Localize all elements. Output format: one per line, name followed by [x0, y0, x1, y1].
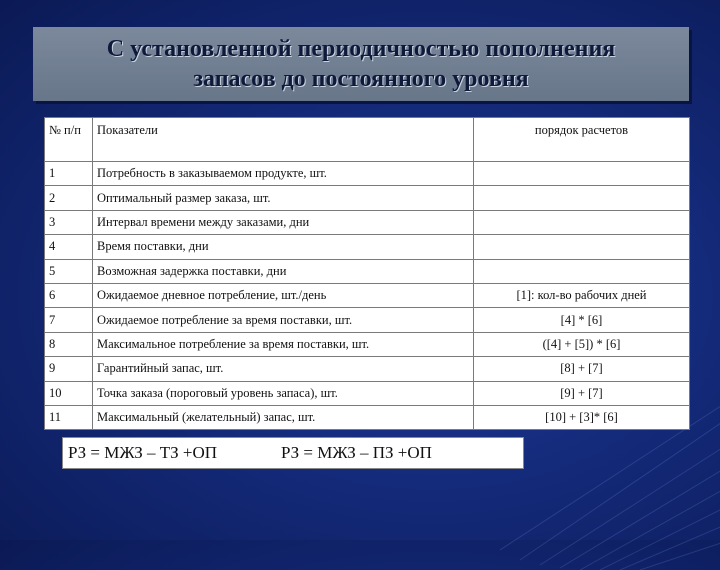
row-name: Потребность в заказываемом продукте, шт. [93, 162, 474, 186]
row-name: Возможная задержка поставки, дни [93, 259, 474, 283]
table-row [45, 405, 690, 429]
row-name: Оптимальный размер заказа, шт. [93, 186, 474, 210]
table-row [45, 259, 690, 283]
table-row [45, 357, 690, 381]
header-calc: порядок расчетов [474, 118, 690, 162]
row-name: Ожидаемое дневное потребление, шт./день [93, 283, 474, 307]
row-num: 3 [45, 210, 93, 234]
row-num: 9 [45, 357, 93, 381]
row-calc [474, 259, 690, 283]
row-num: 11 [45, 405, 93, 429]
row-name: Точка заказа (пороговый уровень запаса), шт. [93, 381, 474, 405]
row-calc: [4] * [6] [474, 308, 690, 332]
row-name: Время поставки, дни [93, 235, 474, 259]
table-row [45, 210, 690, 234]
row-calc [474, 186, 690, 210]
formula-box [62, 437, 524, 469]
row-num: 2 [45, 186, 93, 210]
table-row [45, 186, 690, 210]
table-header-row [45, 118, 690, 162]
row-name: Ожидаемое потребление за время поставки, шт. [93, 308, 474, 332]
indicators-table [44, 117, 690, 430]
table-row [45, 308, 690, 332]
row-name: Максимальный (желательный) запас, шт. [93, 405, 474, 429]
slide-title-line-2: запасов до постоянного уровня [193, 66, 529, 92]
row-name: Максимальное потребление за время поставки, шт. [93, 332, 474, 356]
row-calc: [10] + [3]* [6] [474, 405, 690, 429]
slide-title-line-1: С установленной периодичностью пополнения [106, 36, 616, 62]
formula-right: РЗ = МЖЗ – ПЗ +ОП [281, 443, 432, 462]
row-calc: [1]: кол-во рабочих дней [474, 283, 690, 307]
row-name: Интервал времени между заказами, дни [93, 210, 474, 234]
row-calc [474, 210, 690, 234]
slide-title-box [33, 27, 689, 101]
row-calc: [8] + [7] [474, 357, 690, 381]
row-calc [474, 162, 690, 186]
row-num: 4 [45, 235, 93, 259]
header-name: Показатели [93, 118, 474, 162]
table-row [45, 283, 690, 307]
table-row [45, 162, 690, 186]
row-num: 8 [45, 332, 93, 356]
row-calc: [9] + [7] [474, 381, 690, 405]
header-num: № п/п [45, 118, 93, 162]
row-num: 7 [45, 308, 93, 332]
row-num: 5 [45, 259, 93, 283]
table-row [45, 381, 690, 405]
row-num: 6 [45, 283, 93, 307]
row-calc: ([4] + [5]) * [6] [474, 332, 690, 356]
row-num: 10 [45, 381, 93, 405]
table-row [45, 332, 690, 356]
row-calc [474, 235, 690, 259]
row-name: Гарантийный запас, шт. [93, 357, 474, 381]
row-num: 1 [45, 162, 93, 186]
formula-left: РЗ = МЖЗ – ТЗ +ОП [68, 443, 217, 462]
table-row [45, 235, 690, 259]
